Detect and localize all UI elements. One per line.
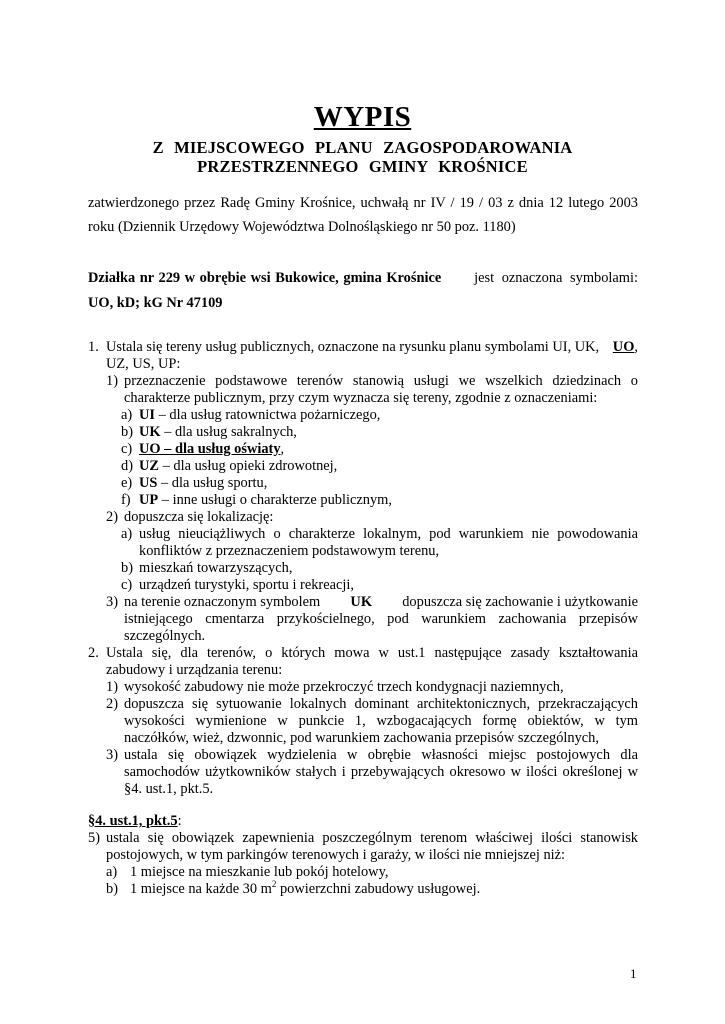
section4-heading: §4. ust.1, pkt.5: xyxy=(88,813,182,829)
s1-p1-number: 1) xyxy=(106,373,118,389)
section2-line1: Ustala się, dla terenów, o których mowa w ust.1 następujące zasady kształtowania xyxy=(106,645,638,661)
s1-p2-number: 2) xyxy=(106,509,118,525)
section1-number: 1. xyxy=(88,339,99,355)
s1-p2-line1: dopuszcza się lokalizację: xyxy=(124,509,274,525)
s1-item-b: UK – dla usług sakralnych, xyxy=(139,424,297,440)
s1-item-f: UP – inne usługi o charakterze publicznym, xyxy=(139,492,392,508)
s2-p3-line2: samochodów użytkowników stałych i przebywających okresowo w ilości określonej w xyxy=(124,764,638,780)
intro-line1: zatwierdzonego przez Radę Gminy Krośnice, uchwałą nr IV / 19 / 03 z dnia 12 lutego 2003 xyxy=(88,195,638,211)
s1-p2-c: urządzeń turystyki, sportu i rekreacji, xyxy=(139,577,354,593)
parcel-line xyxy=(88,270,638,287)
s4-p5-line1: ustala się obowiązek zapewnienia poszczególnym terenom właściwej ilości stanowisk xyxy=(106,830,638,846)
s1-p2-c-letter: c) xyxy=(121,577,133,593)
s2-p3-line3: §4. ust.1, pkt.5. xyxy=(124,781,214,797)
section2-number: 2. xyxy=(88,645,99,661)
s1-p3-number: 3) xyxy=(106,594,118,610)
document-title: WYPIS xyxy=(313,101,412,133)
s1-p1-line1: przeznaczenie podstawowe terenów stanowią usługi we wszelkich dziedzinach o xyxy=(124,373,638,389)
s4-a-letter: a) xyxy=(106,864,118,880)
section2-line2: zabudowy i urządzania terenu: xyxy=(106,662,283,678)
s1-item-e-letter: e) xyxy=(121,475,133,491)
s1-p2-b: mieszkań towarzyszących, xyxy=(139,560,293,576)
s1-item-d: UZ – dla usług opieki zdrowotnej, xyxy=(139,458,338,474)
s4-p5-line2: postojowych, w tym parkingów terenowych i garaży, w ilości nie mniejszej niż: xyxy=(106,847,566,863)
s2-p2-line3: naczółków, wież, dzwonnic, pod warunkiem zachowania przepisów szczególnych, xyxy=(124,730,599,746)
symbol-uo: UO xyxy=(612,339,635,355)
parcel-id: Działka nr 229 w obrębie wsi Bukowice, gmina Krośnice xyxy=(88,270,442,286)
s1-item-c: UO – dla usług oświaty, xyxy=(139,441,285,457)
s4-b-letter: b) xyxy=(106,881,118,897)
s1-item-f-letter: f) xyxy=(121,492,131,508)
s1-p3-line1: na terenie oznaczonym symbolem UK dopuszcza się zachowanie i użytkowanie xyxy=(124,594,638,610)
s1-p3-line2: istniejącego cmentarza przykościelnego, pod warunkiem zachowania przepisów xyxy=(124,611,638,627)
s1-p2-b-letter: b) xyxy=(121,560,133,576)
s1-item-a-letter: a) xyxy=(121,407,133,423)
s2-p3-line1: ustala się obowiązek wydzielenia w obrębie własności miejsc postojowych dla xyxy=(124,747,638,763)
section1-line2: UZ, US, UP: xyxy=(106,356,181,372)
s2-p2-number: 2) xyxy=(106,696,118,712)
s2-p3-number: 3) xyxy=(106,747,118,763)
page-number: 1 xyxy=(630,966,637,981)
s1-p2-a-line1: usług nieuciążliwych o charakterze lokalnym, pod warunkiem nie powodowania xyxy=(139,526,638,542)
document-subtitle-line2: PRZESTRZENNEGO GMINY KROŚNICE xyxy=(197,157,528,176)
s4-b: 1 miejsce na każde 30 $m^2$ powierzchni zabudowy usługowej. xyxy=(130,879,481,897)
s2-p1-number: 1) xyxy=(106,679,118,695)
s1-p2-a-letter: a) xyxy=(121,526,133,542)
s1-p1-line2: charakterze publicznym, przy czym wyznacza się tereny, zgodnie z oznaczeniami: xyxy=(124,390,598,406)
s2-p1: wysokość zabudowy nie może przekroczyć trzech kondygnacji naziemnych, xyxy=(124,679,564,695)
s1-item-e: US – dla usług sportu, xyxy=(139,475,268,491)
s2-p2-line2: wysokości wymienione w punkcie 1, wzbogacających formę obiektów, w tym xyxy=(124,713,638,729)
s4-p5-number: 5) xyxy=(88,830,100,846)
s2-p2-line1: dopuszcza się sytuowanie lokalnych dominant architektonicznych, przekraczających xyxy=(124,696,638,712)
intro-line2: roku (Dziennik Urzędowy Województwa Dolnośląskiego nr 50 poz. 1180) xyxy=(88,219,516,235)
section1-line1: Ustala się tereny usług publicznych, oznaczone na rysunku planu symbolami UI, UK, UO, xyxy=(106,339,638,355)
s1-item-c-letter: c) xyxy=(121,441,133,457)
s1-p2-a-line2: konfliktów z przeznaczeniem podstawowym terenu, xyxy=(139,543,440,559)
s1-item-d-letter: d) xyxy=(121,458,133,474)
document-subtitle-line1: Z MIEJSCOWEGO PLANU ZAGOSPODAROWANIA xyxy=(152,138,573,157)
s1-p3-line3: szczególnych. xyxy=(124,628,206,644)
s1-item-b-letter: b) xyxy=(121,424,133,440)
s4-a: 1 miejsce na mieszkanie lub pokój hotelowy, xyxy=(130,864,389,880)
parcel-symbols: UO, kD; kG Nr 47109 xyxy=(88,295,223,311)
s1-item-a: UI – dla usług ratownictwa pożarniczego, xyxy=(139,407,381,423)
parcel-desc: jest oznaczona symbolami: xyxy=(474,270,638,286)
